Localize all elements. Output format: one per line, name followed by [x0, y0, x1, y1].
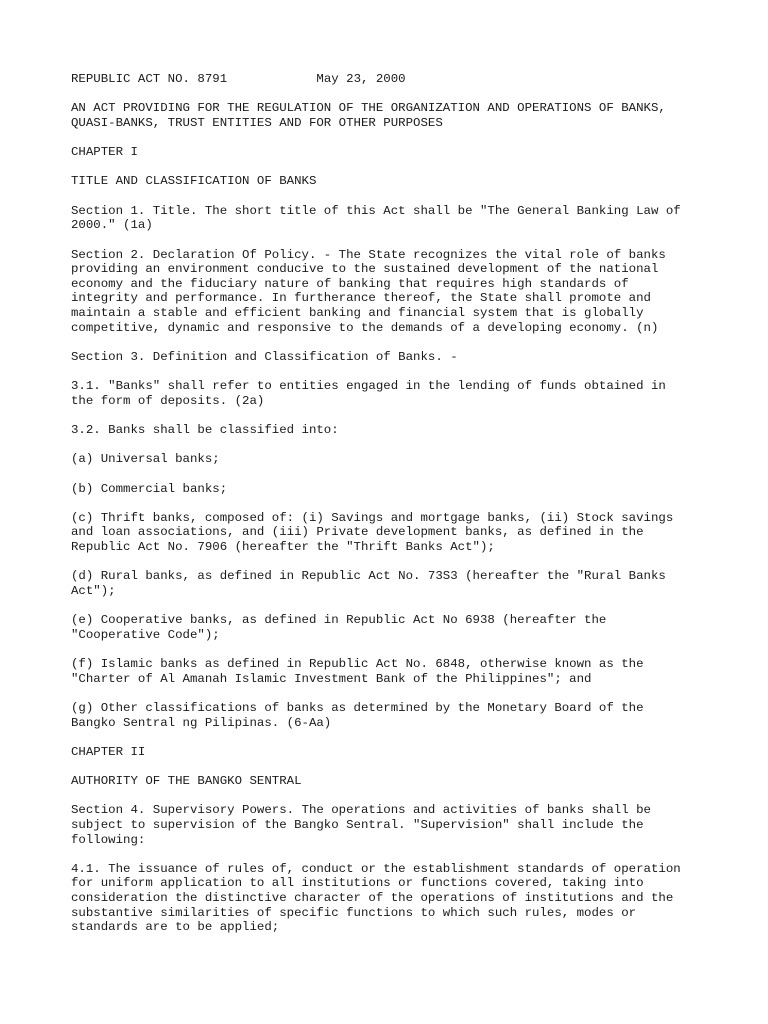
list-item: (e) Cooperative banks, as defined in Republic Act No 6938 (hereafter the "Cooperative Code"); — [71, 613, 607, 642]
chapter-heading: CHAPTER II — [71, 744, 146, 759]
list-item: (b) Commercial banks; — [71, 481, 228, 496]
act-title: AN ACT PROVIDING FOR THE REGULATION OF THE ORGANIZATION AND OPERATIONS OF BANKS, QUASI-BANKS, TRUST ENTITIES AND FOR OTHER PURPOSES — [71, 101, 666, 130]
subsection-paragraph: 3.1. "Banks" shall refer to entities engaged in the lending of funds obtained in the form of deposits. (2a) — [71, 379, 666, 408]
chapter-title: TITLE AND CLASSIFICATION OF BANKS — [71, 174, 317, 189]
subsection-paragraph: 3.2. Banks shall be classified into: — [71, 423, 339, 437]
section-paragraph: Section 4. Supervisory Powers. The operations and activities of banks shall be subject to supervision of the Bangko Sentral. "Supervision" shall include the following: — [71, 803, 651, 847]
act-number: REPUBLIC ACT NO. 8791 — [71, 72, 228, 86]
section-paragraph: Section 3. Definition and Classification of Banks. - — [71, 349, 458, 364]
list-item: (c) Thrift banks, composed of: (i) Savings and mortgage banks, (ii) Stock savings and loan associations, and (iii) Private development banks, as defined in the Republic Act No. 7906 (hereafter the "Thrift Banks Act"); — [71, 510, 674, 555]
list-item: (g) Other classifications of banks as determined by the Monetary Board of the Bangko Sentral ng Pilipinas. (6-Aa) — [71, 700, 644, 730]
document-page — [71, 72, 711, 950]
chapter-title: AUTHORITY OF THE BANGKO SENTRAL — [71, 774, 302, 789]
section-paragraph: Section 1. Title. The short title of this Act shall be "The General Banking Law of 2000." (1a) — [71, 203, 681, 233]
subsection-paragraph: 4.1. The issuance of rules of, conduct or the establishment standards of operation for uniform application to all institutions or functions covered, taking into consideration the distinctive character of the operations of institutions and the substantive similarities of specific functions to which such rules, modes or standards are to be applied; — [71, 861, 681, 935]
list-item: (a) Universal banks; — [71, 452, 220, 467]
list-item: (d) Rural banks, as defined in Republic Act No. 73S3 (hereafter the "Rural Banks Act"); — [71, 569, 666, 598]
section-paragraph: Section 2. Declaration Of Policy. - The State recognizes the vital role of banks providing an environment conducive to the sustained development of the national economy and the fiduciary nature of banking that requires high standards of integrity and performance. In furtherance thereof, the State shall promote and maintain a stable and efficient banking and financial system that is globally competitive, dynamic and responsive to the demands of a developing economy. (n) — [71, 247, 666, 335]
act-header — [71, 72, 711, 87]
act-date: May 23, 2000 — [316, 72, 406, 86]
chapter-heading: CHAPTER I — [71, 145, 138, 160]
list-item: (f) Islamic banks as defined in Republic Act No. 6848, otherwise known as the "Charter of Al Amanah Islamic Investment Bank of the Philippines"; and — [71, 657, 644, 686]
